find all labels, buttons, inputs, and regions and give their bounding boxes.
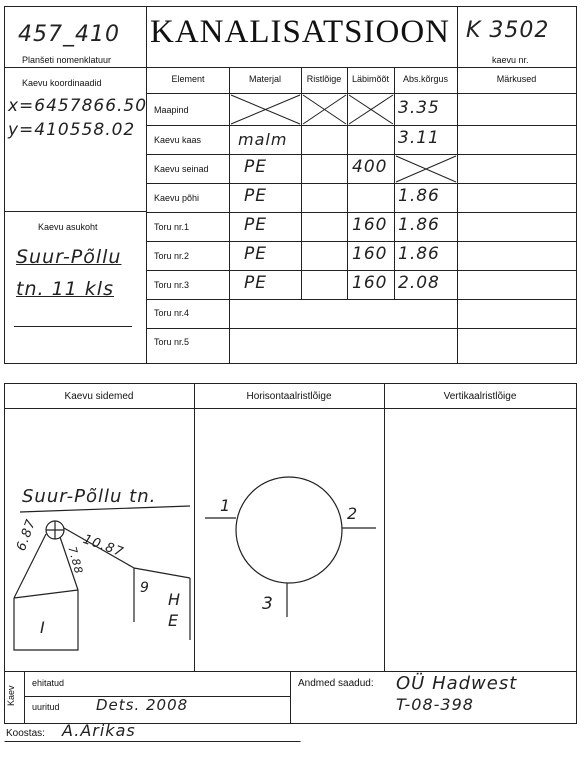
row-diameter: 160 <box>352 215 388 235</box>
sketch-building-i: I <box>40 618 46 637</box>
well-number: K 3502 <box>466 18 550 43</box>
coordinate-x: x=6457866.50 <box>8 96 148 116</box>
row-material: PE <box>244 157 267 177</box>
data-source-company: OÜ Hadwest <box>396 673 518 694</box>
surveyed-label: uuritud <box>32 702 60 712</box>
surveyed-value: Dets. 2008 <box>96 696 189 714</box>
col-header-material: Materjal <box>248 74 281 84</box>
sketch-street-label: Suur-Põllu tn. <box>22 486 157 507</box>
page-title: KANALISATSIOON <box>150 14 450 50</box>
row-element: Kaevu põhi <box>154 193 200 203</box>
sketch-distance-3: 10.87 <box>80 532 126 561</box>
row-material: PE <box>244 244 267 264</box>
row-abs-height: 2.08 <box>398 273 440 293</box>
row-element: Toru nr.2 <box>154 251 190 261</box>
row-element: Toru nr.4 <box>154 308 190 318</box>
compiled-by-value: A.Arikas <box>62 721 136 740</box>
row-element: Toru nr.1 <box>154 222 190 232</box>
pipe-1-label: 1 <box>220 496 232 515</box>
sheet-nomenclature-label: Planšeti nomenklatuur <box>22 55 112 65</box>
compiled-by-label: Koostas: <box>6 728 45 739</box>
section-vertical-cross-section: Vertikaalristlõige <box>443 391 517 402</box>
sketch-distance-2: 7.88 <box>65 545 86 576</box>
sheet-number: 457_410 <box>18 22 120 47</box>
row-element: Kaevu kaas <box>154 135 202 145</box>
row-material: malm <box>238 130 288 149</box>
section-horizontal-cross-section: Horisontaalristlõige <box>246 391 332 402</box>
built-label: ehitatud <box>32 678 65 688</box>
row-abs-height: 3.35 <box>398 98 440 118</box>
row-element: Maapind <box>154 105 189 115</box>
row-abs-height: 1.86 <box>398 186 440 206</box>
row-abs-height: 1.86 <box>398 244 440 264</box>
sketch-mark-9: 9 <box>140 580 150 596</box>
sketch-building-h: H <box>168 590 182 609</box>
col-header-diameter: Läbimõõt <box>351 74 390 84</box>
row-abs-height: 1.86 <box>398 215 440 235</box>
row-material: PE <box>244 186 267 206</box>
sketch-building-e: E <box>168 611 180 630</box>
section-well-ties: Kaevu sidemed <box>64 391 134 402</box>
row-element: Kaevu seinad <box>154 164 209 174</box>
row-abs-height: 3.11 <box>398 128 440 148</box>
row-element: Toru nr.5 <box>154 337 190 347</box>
well-side-label: Kaev <box>6 685 16 706</box>
col-header-cross-section: Ristlõige <box>306 74 342 84</box>
row-diameter: 160 <box>352 273 388 293</box>
sketch-distance-1: 6.87 <box>14 517 40 554</box>
location-line-2: tn. 11 kls <box>16 278 114 300</box>
data-source-label: Andmed saadud: <box>298 678 374 689</box>
row-diameter: 160 <box>352 244 388 264</box>
well-number-label: kaevu nr. <box>492 55 529 65</box>
pipe-3-label: 3 <box>262 594 274 614</box>
location-line-1: Suur-Põllu <box>16 246 122 268</box>
col-header-notes: Märkused <box>496 74 537 84</box>
row-diameter: 400 <box>352 157 388 177</box>
coordinates-label: Kaevu koordinaadid <box>22 78 102 88</box>
col-header-element: Element <box>171 74 205 84</box>
location-label: Kaevu asukoht <box>38 222 98 232</box>
pipe-2-label: 2 <box>347 504 359 523</box>
coordinate-y: y=410558.02 <box>8 120 136 140</box>
row-element: Toru nr.3 <box>154 280 190 290</box>
row-material: PE <box>244 215 267 235</box>
col-header-abs-height: Abs.kõrgus <box>402 74 449 84</box>
data-source-reference: T-08-398 <box>396 695 474 714</box>
row-material: PE <box>244 273 267 293</box>
